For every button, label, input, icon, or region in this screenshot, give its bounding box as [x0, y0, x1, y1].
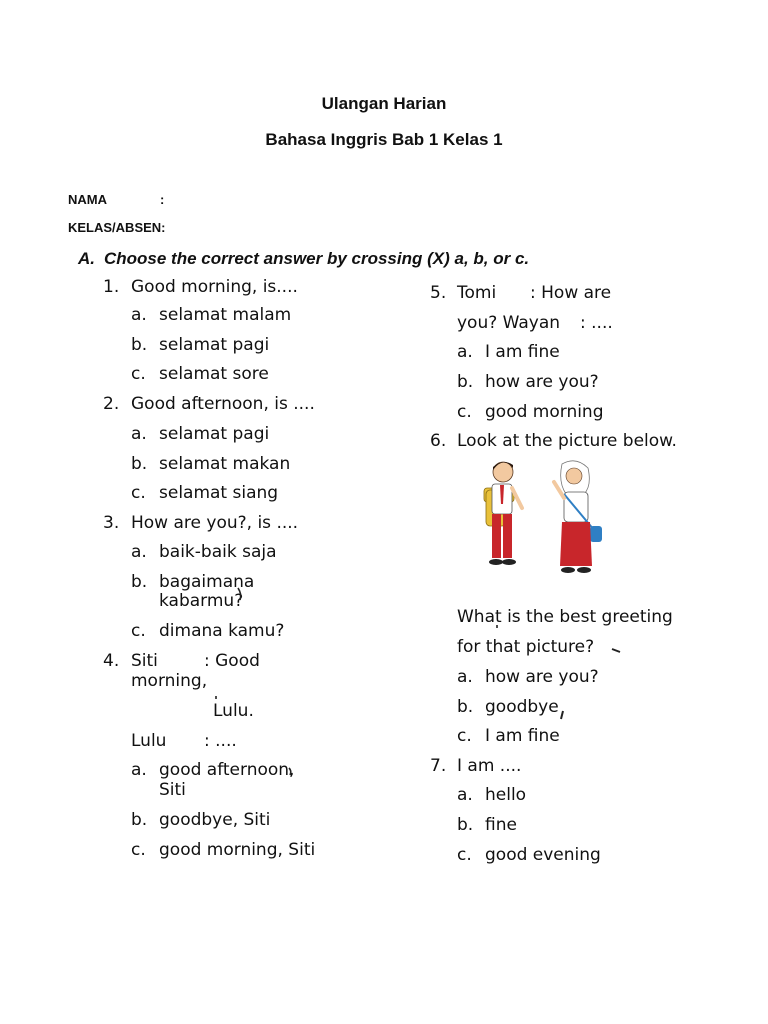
option-letter: b. — [131, 572, 148, 592]
option-letter: b. — [457, 372, 474, 392]
option-letter: c. — [457, 726, 472, 746]
option-letter: b. — [457, 697, 474, 717]
option-text: selamat sore — [159, 364, 269, 384]
option-letter: c. — [457, 402, 472, 422]
question-number: 2. — [103, 394, 120, 414]
option-text: selamat malam — [159, 305, 292, 325]
section-letter: A. — [78, 249, 95, 268]
question-text: Good morning, is.... — [131, 277, 298, 297]
option-text: good afternoon, — [159, 760, 295, 780]
option-letter: c. — [131, 483, 146, 503]
option-text: how are you? — [485, 667, 599, 687]
option-text: selamat pagi — [159, 424, 270, 444]
option-text: selamat pagi — [159, 335, 270, 355]
option-text: hello — [485, 785, 527, 805]
option-text: selamat makan — [159, 454, 291, 474]
class-label: KELAS/ABSEN: — [68, 220, 166, 235]
option-text: good morning, Siti — [159, 840, 316, 860]
option-text: goodbye, Siti — [159, 810, 271, 830]
page-title: Ulangan Harian — [321, 94, 447, 113]
dialog-speaker: Tomi — [457, 283, 497, 303]
name-label: NAMA — [68, 192, 107, 207]
option-text-cont: Siti — [159, 780, 186, 800]
option-letter: b. — [131, 454, 148, 474]
dialog-line: : How are — [530, 283, 612, 303]
dialog-line-cont: : .... — [580, 313, 613, 333]
page-subtitle: Bahasa Inggris Bab 1 Kelas 1 — [265, 130, 503, 149]
option-text: good morning — [485, 402, 604, 422]
option-text: how are you? — [485, 372, 599, 392]
option-text: I am fine — [485, 342, 560, 362]
question-text: Look at the picture below. — [457, 431, 677, 451]
dialog-line-cont: Lulu. — [213, 701, 254, 721]
question-number: 4. — [103, 651, 120, 671]
option-text: goodbye — [485, 697, 559, 717]
option-text: baik-baik saja — [159, 542, 277, 562]
question-6-text: What is the best greeting — [457, 607, 673, 627]
option-letter: a. — [131, 305, 147, 325]
option-letter: b. — [131, 810, 148, 830]
dialog-line: : Good — [204, 651, 260, 671]
option-letter: c. — [457, 845, 472, 865]
question-number: 6. — [430, 431, 447, 451]
option-letter: a. — [131, 760, 147, 780]
dialog-line-cont: you? Wayan — [457, 313, 561, 333]
question-number: 1. — [103, 277, 120, 297]
dialog-line: : .... — [204, 731, 237, 751]
option-text: selamat siang — [159, 483, 279, 503]
option-letter: c. — [131, 840, 146, 860]
option-letter: c. — [131, 621, 146, 641]
option-text: I am fine — [485, 726, 560, 746]
question-text: How are you?, is .... — [131, 513, 299, 533]
option-letter: a. — [457, 785, 473, 805]
question-6-text-cont: for that picture? — [457, 637, 595, 657]
question-text: Good afternoon, is .... — [131, 394, 315, 414]
option-letter: b. — [457, 815, 474, 835]
option-text: fine — [485, 815, 517, 835]
section-text: Choose the correct answer by crossing (X) a, b, or c. — [104, 249, 530, 268]
question-text: I am .... — [457, 756, 522, 776]
option-letter: a. — [457, 342, 473, 362]
option-letter: b. — [131, 335, 148, 355]
option-text: bagaimana — [159, 572, 255, 592]
option-letter: c. — [131, 364, 146, 384]
option-letter: a. — [131, 424, 147, 444]
dialog-speaker: Lulu — [131, 731, 167, 751]
option-letter: a. — [457, 667, 473, 687]
question-number: 7. — [430, 756, 447, 776]
option-letter: a. — [131, 542, 147, 562]
dialog-speaker: Siti — [131, 651, 158, 671]
dialog-line-cont: morning, — [131, 671, 208, 691]
option-text: dimana kamu? — [159, 621, 285, 641]
name-colon: : — [160, 192, 165, 207]
question-number: 5. — [430, 283, 447, 303]
option-text: good evening — [485, 845, 601, 865]
option-text-cont: kabarmu? — [159, 591, 244, 611]
question-number: 3. — [103, 513, 120, 533]
